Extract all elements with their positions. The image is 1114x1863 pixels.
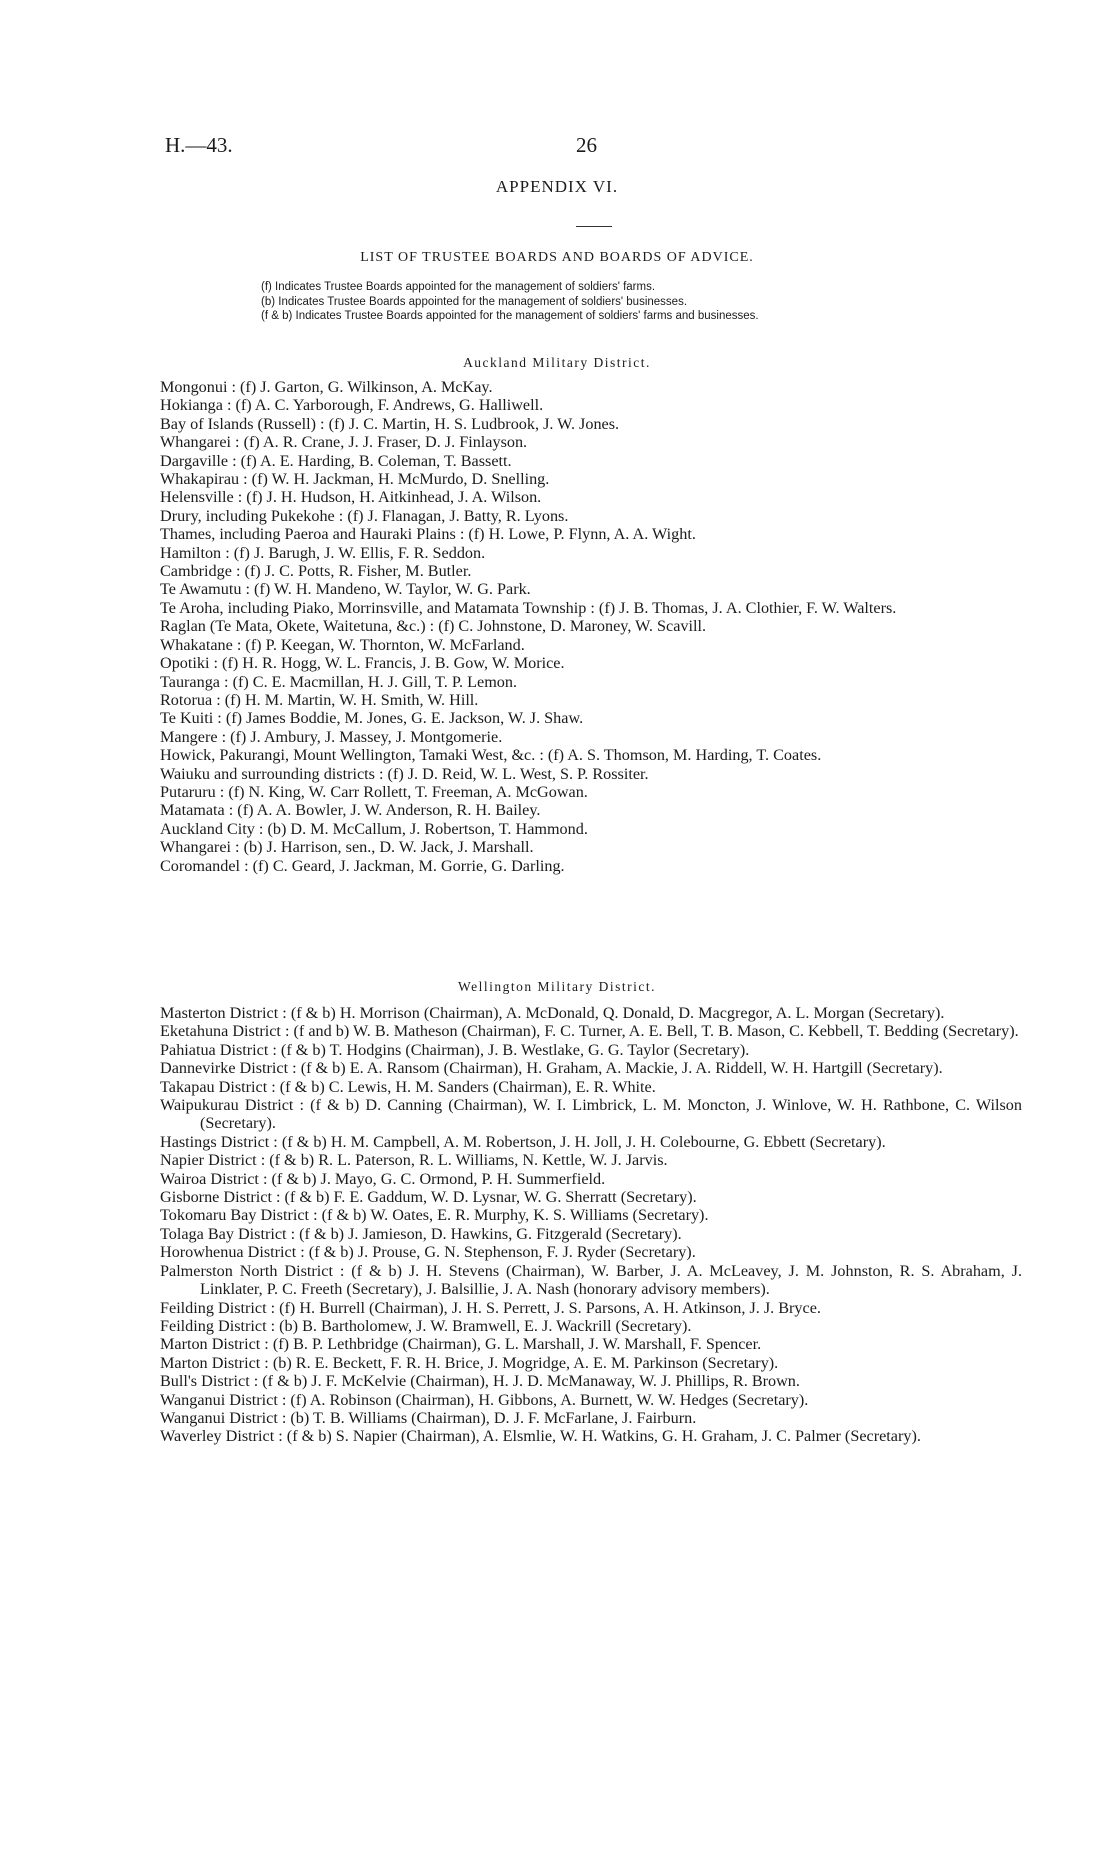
auckland-district-heading: Auckland Military District.	[463, 355, 651, 370]
page-number: 26	[576, 133, 597, 157]
legend-item: (f) Indicates Trustee Boards appointed for the management of soldiers' farms.	[261, 281, 656, 293]
board-entry: Feilding District : (b) B. Bartholomew, J. W. Bramwell, E. J. Wackrill (Secretary).	[160, 1316, 692, 1335]
page-reference: H.—43.	[165, 133, 233, 157]
board-entry: Waipukurau District : (f & b) D. Canning (Chairman), W. I. Limbrick, L. M. Moncton, J. Winlove, W. H. Rathbone, C. Wilson (Secretary).	[160, 1096, 1022, 1133]
board-entry: Howick, Pakurangi, Mount Wellington, Tamaki West, &c. : (f) A. S. Thomson, M. Harding, T. Coates.	[160, 746, 822, 765]
board-entry: Waverley District : (f & b) S. Napier (Chairman), A. Elsmlie, W. H. Watkins, G. H. Graham, J. C. Palmer (Secretary).	[160, 1427, 921, 1446]
board-entry: Hastings District : (f & b) H. M. Campbell, A. M. Robertson, J. H. Joll, J. H. Colebourne, G. Ebbett (Secretary).	[160, 1132, 886, 1151]
board-entry: Hamilton : (f) J. Barugh, J. W. Ellis, F. R. Seddon.	[160, 543, 486, 562]
board-entry: Raglan (Te Mata, Okete, Waitetuna, &c.) : (f) C. Johnstone, D. Maroney, W. Scavill.	[160, 617, 707, 636]
board-entry: Mongonui : (f) J. Garton, G. Wilkinson, A. McKay.	[160, 378, 493, 396]
board-entry: Dargaville : (f) A. E. Harding, B. Coleman, T. Bassett.	[160, 451, 512, 470]
board-entry: Bay of Islands (Russell) : (f) J. C. Martin, H. S. Ludbrook, J. W. Jones.	[160, 414, 620, 433]
board-entry: Whakapirau : (f) W. H. Jackman, H. McMurdo, D. Snelling.	[160, 470, 550, 489]
board-entry: Whangarei : (f) A. R. Crane, J. J. Fraser, D. J. Finlayson.	[160, 433, 528, 452]
title-divider	[576, 226, 612, 227]
board-entry: Bull's District : (f & b) J. F. McKelvie (Chairman), H. J. D. McManaway, W. J. Phillips, R. Brown.	[160, 1372, 800, 1391]
board-entry: Marton District : (b) R. E. Beckett, F. R. H. Brice, J. Mogridge, A. E. M. Parkinson (Secretary).	[160, 1353, 779, 1372]
list-title: LIST OF TRUSTEE BOARDS AND BOARDS OF ADVICE.	[360, 250, 754, 265]
board-entry: Tolaga Bay District : (f & b) J. Jamieson, D. Hawkins, G. Fitzgerald (Secretary).	[160, 1224, 682, 1243]
wellington-district-heading: Wellington Military District.	[457, 979, 657, 994]
board-entry: Coromandel : (f) C. Geard, J. Jackman, M. Gorrie, G. Darling.	[160, 856, 565, 875]
board-entry: Tokomaru Bay District : (f & b) W. Oates, E. R. Murphy, K. S. Williams (Secretary).	[160, 1206, 709, 1225]
board-entry: Helensville : (f) J. H. Hudson, H. Aitkinhead, J. A. Wilson.	[160, 488, 542, 507]
legend	[261, 280, 759, 324]
board-entry: Palmerston North District : (f & b) J. H. Stevens (Chairman), W. Barber, J. A. McLeavey, J. M. Johnston, R. S. Abraham, J. Linklater, P. C. Freeth (Secretary), J. Balsillie, J. A. Nash (honorary advisory members).	[160, 1261, 1022, 1299]
board-entry: Whakatane : (f) P. Keegan, W. Thornton, W. McFarland.	[160, 635, 525, 654]
board-entry: Cambridge : (f) J. C. Potts, R. Fisher, M. Butler.	[160, 562, 472, 581]
board-entry: Wanganui District : (b) T. B. Williams (Chairman), D. J. F. McFarlane, J. Fairburn.	[160, 1408, 697, 1427]
board-entry: Wanganui District : (f) A. Robinson (Chairman), H. Gibbons, A. Burnett, W. W. Hedges (Secretary).	[160, 1390, 809, 1409]
board-entry: Eketahuna District : (f and b) W. B. Matheson (Chairman), F. C. Turner, A. E. Bell, T. B. Mason, C. Kebbell, T. Bedding (Secretary).	[160, 1022, 1019, 1041]
board-entry: Marton District : (f) B. P. Lethbridge (Chairman), G. L. Marshall, J. W. Marshall, F. Spencer.	[160, 1335, 762, 1354]
auckland-entries	[160, 378, 1022, 875]
board-entry: Rotorua : (f) H. M. Martin, W. H. Smith, W. Hill.	[160, 690, 479, 709]
appendix-title: APPENDIX VI.	[495, 177, 619, 196]
board-entry: Drury, including Pukekohe : (f) J. Flanagan, J. Batty, R. Lyons.	[160, 506, 569, 525]
board-entry: Feilding District : (f) H. Burrell (Chairman), J. H. S. Perrett, J. S. Parsons, A. H. Atkinson, J. J. Bryce.	[160, 1298, 821, 1317]
board-entry: Te Awamutu : (f) W. H. Mandeno, W. Taylor, W. G. Park.	[160, 580, 531, 599]
board-entry: Matamata : (f) A. A. Bowler, J. W. Anderson, R. H. Bailey.	[160, 801, 541, 820]
board-entry: Opotiki : (f) H. R. Hogg, W. L. Francis, J. B. Gow, W. Morice.	[160, 654, 565, 673]
board-entry: Thames, including Paeroa and Hauraki Plains : (f) H. Lowe, P. Flynn, A. A. Wight.	[160, 525, 696, 544]
board-entry: Masterton District : (f & b) H. Morrison (Chairman), A. McDonald, Q. Donald, D. Macgregor, A. L. Morgan (Secretary).	[160, 1004, 945, 1022]
board-entry: Napier District : (f & b) R. L. Paterson, R. L. Williams, N. Kettle, W. J. Jarvis.	[160, 1151, 668, 1170]
board-entry: Dannevirke District : (f & b) E. A. Ransom (Chairman), H. Graham, A. Mackie, J. A. Riddell, W. H. Hartgill (Secretary).	[160, 1059, 943, 1078]
board-entry: Takapau District : (f & b) C. Lewis, H. M. Sanders (Chairman), E. R. White.	[160, 1077, 656, 1096]
board-entry: Wairoa District : (f & b) J. Mayo, G. C. Ormond, P. H. Summerfield.	[160, 1169, 606, 1188]
board-entry: Te Aroha, including Piako, Morrinsville, and Matamata Township : (f) J. B. Thomas, J. A. Clothier, F. W. Walters.	[160, 598, 897, 617]
board-entry: Putaruru : (f) N. King, W. Carr Rollett, T. Freeman, A. McGowan.	[160, 782, 588, 801]
legend-item: (f & b) Indicates Trustee Boards appointed for the management of soldiers' farms and businesses.	[261, 310, 759, 322]
board-entry: Horowhenua District : (f & b) J. Prouse, G. N. Stephenson, F. J. Ryder (Secretary).	[160, 1243, 696, 1262]
board-entry: Hokianga : (f) A. C. Yarborough, F. Andrews, G. Halliwell.	[160, 396, 544, 415]
wellington-entries	[160, 1004, 1022, 1446]
legend-item: (b) Indicates Trustee Boards appointed for the management of soldiers' businesses.	[261, 295, 688, 308]
board-entry: Tauranga : (f) C. E. Macmillan, H. J. Gill, T. P. Lemon.	[160, 672, 518, 691]
board-entry: Auckland City : (b) D. M. McCallum, J. Robertson, T. Hammond.	[160, 819, 588, 838]
board-entry: Te Kuiti : (f) James Boddie, M. Jones, G. E. Jackson, W. J. Shaw.	[160, 709, 584, 728]
board-entry: Pahiatua District : (f & b) T. Hodgins (Chairman), J. B. Westlake, G. G. Taylor (Secretary).	[160, 1040, 750, 1059]
board-entry: Gisborne District : (f & b) F. E. Gaddum, W. D. Lysnar, W. G. Sherratt (Secretary).	[160, 1188, 697, 1207]
board-entry: Whangarei : (b) J. Harrison, sen., D. W. Jack, J. Marshall.	[160, 838, 534, 857]
board-entry: Mangere : (f) J. Ambury, J. Massey, J. Montgomerie.	[160, 727, 503, 746]
board-entry: Waiuku and surrounding districts : (f) J. D. Reid, W. L. West, S. P. Rossiter.	[160, 764, 649, 783]
